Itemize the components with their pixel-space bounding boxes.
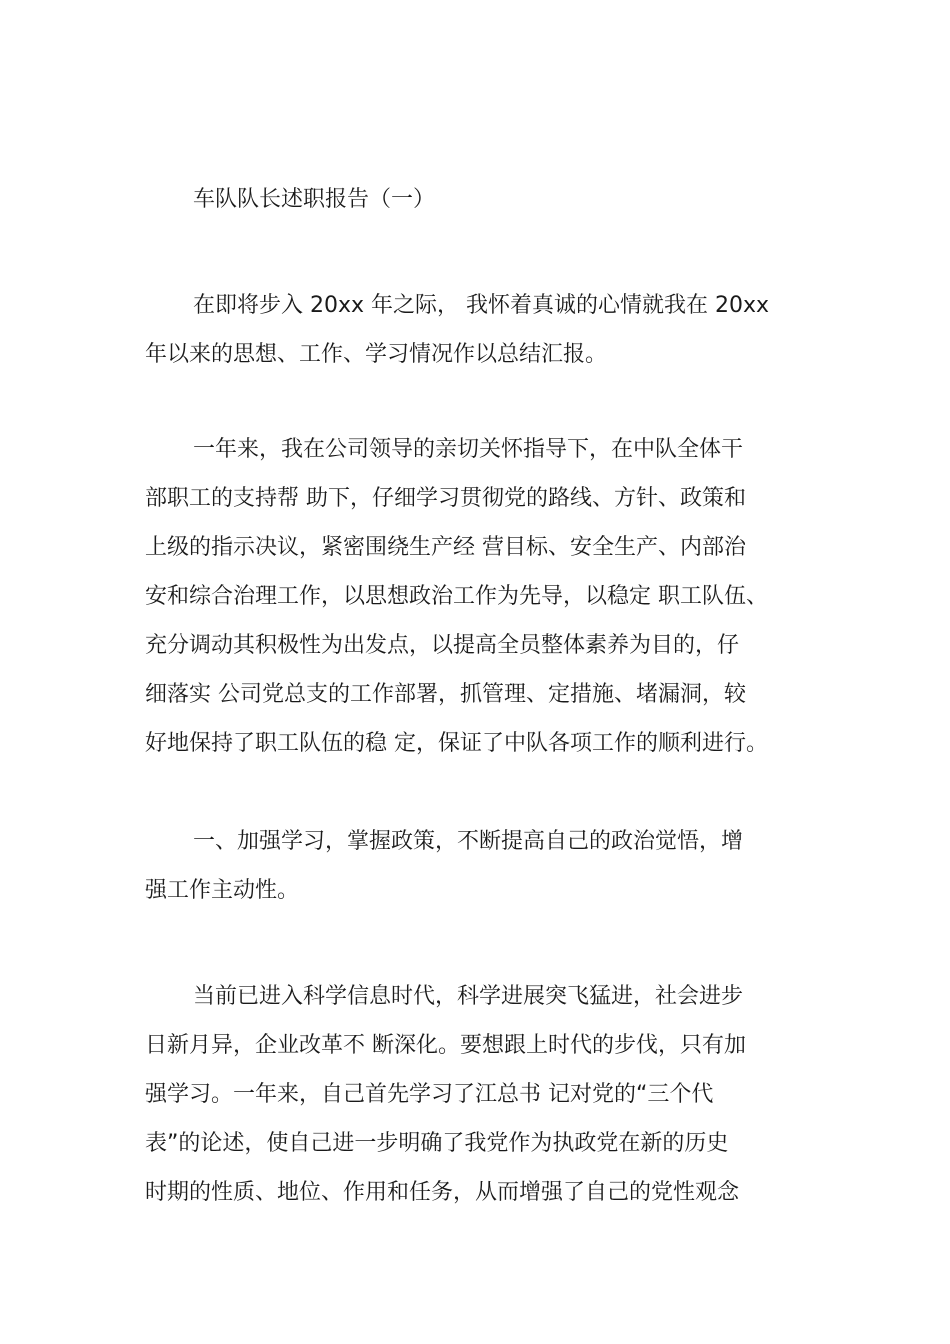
paragraph-4-line-5: 时期的性质、地位、作用和任务，从而增强了自己的党性观念	[145, 1180, 740, 1205]
document-title: 车队队长述职报告（一）	[193, 187, 436, 212]
paragraph-2-line-6: 细落实 公司党总支的工作部署，抓管理、定措施、堵漏洞，较	[145, 682, 746, 707]
paragraph-3-line-2: 强工作主动性。	[145, 878, 300, 903]
paragraph-2-line-4: 安和综合治理工作，以思想政治工作为先导，以稳定 职工队伍、	[145, 584, 768, 609]
paragraph-4-line-3: 强学习。一年来，自己首先学习了江总书 记对党的“三个代	[145, 1082, 714, 1107]
paragraph-1-line-1: 在即将步入 20xx 年之际， 我怀着真诚的心情就我在 20xx	[193, 293, 770, 318]
paragraph-2-line-2: 部职工的支持帮 助下，仔细学习贯彻党的路线、方针、政策和	[145, 486, 746, 511]
paragraph-4-line-1: 当前已进入科学信息时代，科学进展突飞猛进，社会进步	[193, 984, 744, 1009]
paragraph-4-line-2: 日新月异，企业改革不 断深化。要想跟上时代的步伐，只有加	[145, 1033, 746, 1058]
paragraph-2-line-3: 上级的指示决议，紧密围绕生产经 营目标、安全生产、内部治	[145, 535, 746, 560]
paragraph-2-line-5: 充分调动其积极性为出发点，以提高全员整体素养为目的，仔	[145, 633, 740, 658]
paragraph-4-line-4: 表”的论述，使自己进一步明确了我党作为执政党在新的历史	[145, 1131, 729, 1156]
paragraph-3-line-1: 一、加强学习，掌握政策，不断提高自己的政治觉悟，增	[193, 829, 744, 854]
paragraph-1-line-2: 年以来的思想、工作、学习情况作以总结汇报。	[145, 342, 608, 367]
paragraph-2-line-1: 一年来，我在公司领导的亲切关怀指导下，在中队全体干	[193, 437, 744, 462]
paragraph-2-line-7: 好地保持了职工队伍的稳 定，保证了中队各项工作的顺利进行。	[145, 731, 768, 756]
